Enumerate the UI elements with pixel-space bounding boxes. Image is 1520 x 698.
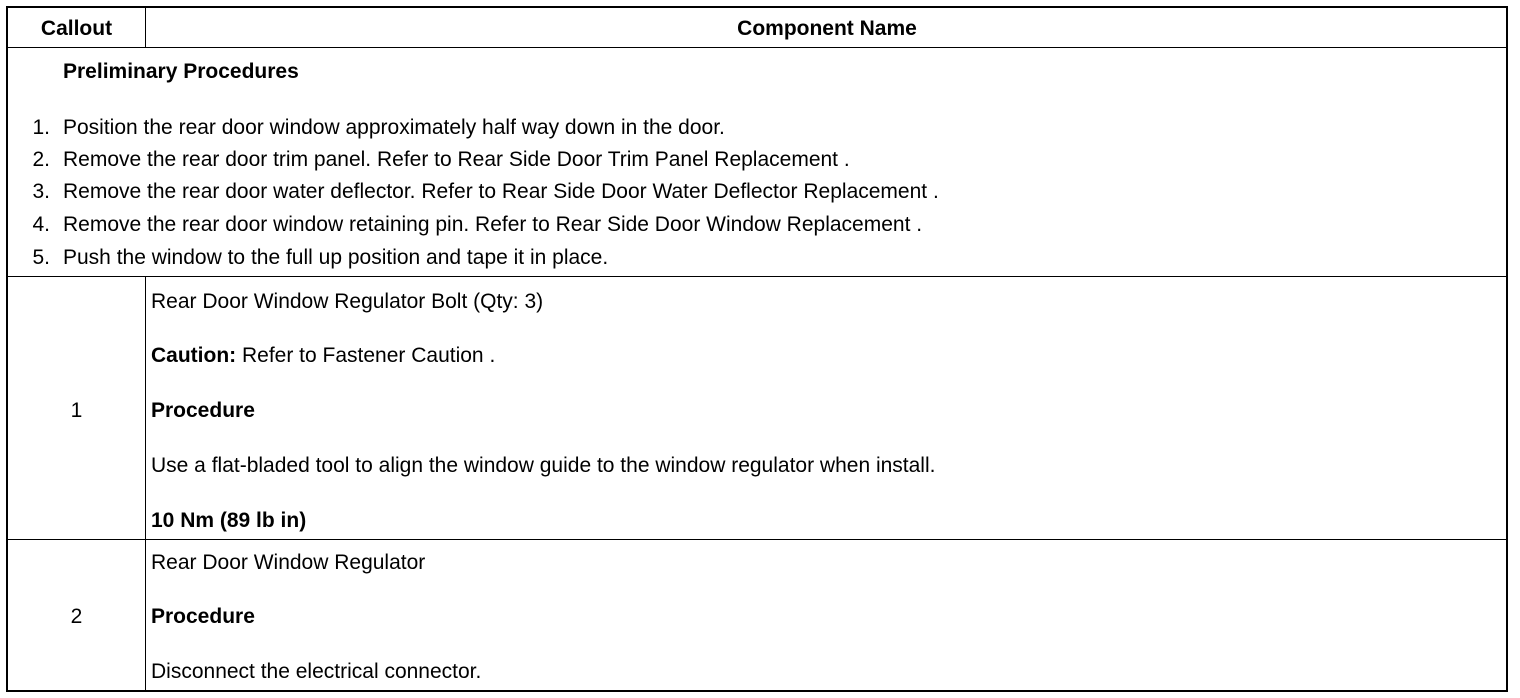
component-name-header: Component Name [737,17,917,40]
row-divider [8,539,1506,540]
procedure-text: Use a flat-bladed tool to align the window guide to the window regulator when install. [151,454,936,477]
step-text: Push the window to the full up position and tape it in place. [63,246,609,269]
step-number: 1. [32,116,50,139]
step-number: 5. [32,246,50,269]
procedure-text: Disconnect the electrical connector. [151,660,482,683]
step-text: Remove the rear door window retaining pin. Refer to Rear Side Door Window Replacement . [63,213,923,236]
component-table [6,6,1508,692]
header-divider [8,47,1506,48]
column-divider [145,276,146,692]
step-text: Position the rear door window approximately half way down in the door. [63,116,725,139]
callout-number: 1 [70,399,83,422]
procedure-label: Procedure [151,399,255,422]
callout-header: Callout [40,17,113,40]
step-text: Remove the rear door trim panel. Refer to Rear Side Door Trim Panel Replacement . [63,148,850,171]
caution-note [151,344,495,368]
step-text: Remove the rear door water deflector. Refer to Rear Side Door Water Deflector Replacement . [63,180,939,203]
component-name: Rear Door Window Regulator [151,551,426,574]
component-name: Rear Door Window Regulator Bolt (Qty: 3) [151,290,544,313]
step-number: 2. [32,148,50,171]
step-number: 4. [32,213,50,236]
preliminary-title: Preliminary Procedures [63,60,299,83]
preliminary-divider [8,276,1506,277]
caution-label: Caution: [151,344,237,367]
step-number: 3. [32,180,50,203]
callout-number: 2 [70,605,83,628]
caution-text: Refer to Fastener Caution . [236,344,496,367]
torque-spec: 10 Nm (89 lb in) [151,509,307,532]
procedure-label: Procedure [151,605,255,628]
